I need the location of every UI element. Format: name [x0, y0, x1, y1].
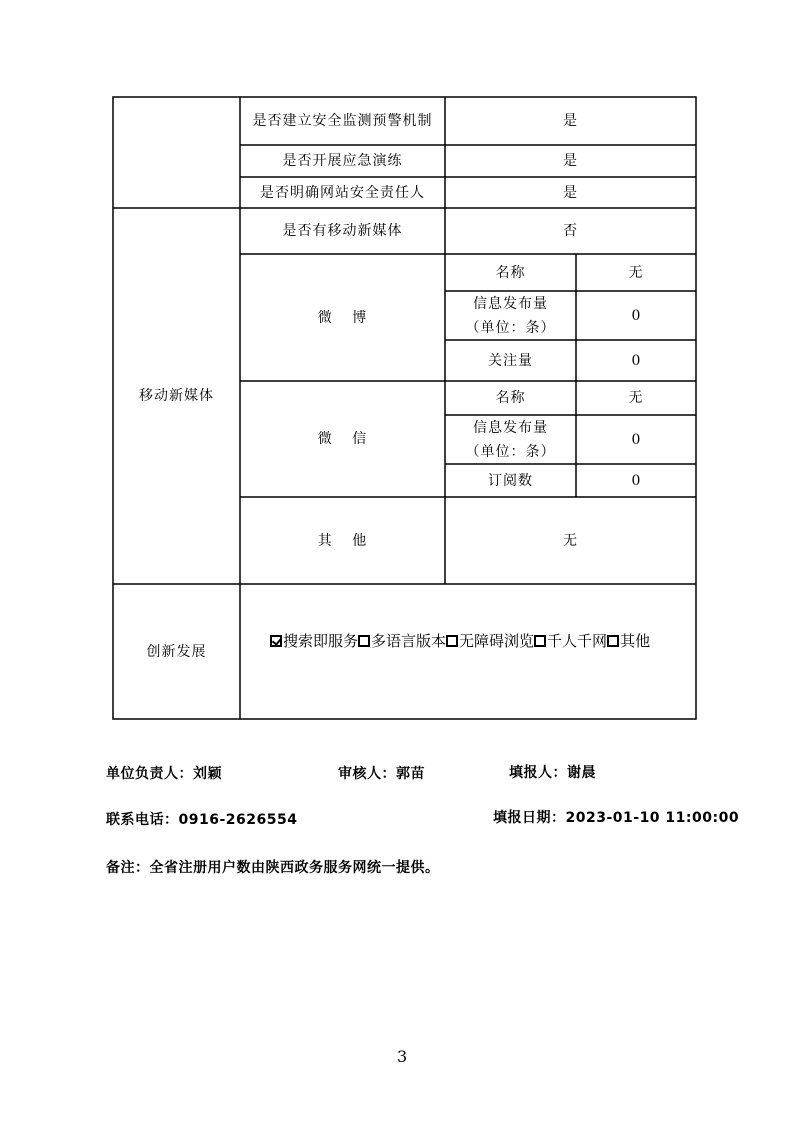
- weibo-name-label: 名称: [495, 264, 526, 281]
- weibo-label: 微 博: [317, 309, 368, 326]
- option-search-service: 搜索即服务: [283, 632, 359, 650]
- has-mobile-media-label: 是否有移动新媒体: [282, 223, 403, 239]
- checkbox-empty-icon[interactable]: [607, 635, 619, 647]
- weibo-follow-value: 0: [631, 352, 641, 369]
- mobile-media-section-label: 移动新媒体: [139, 388, 214, 404]
- wechat-posts-label: 信息发布量 （单位：条）: [465, 419, 556, 460]
- has-mobile-media-value: 否: [563, 223, 578, 239]
- security-owner-label: 是否明确网站安全责任人: [260, 184, 425, 201]
- innovation-section-label: 创新发展: [146, 643, 207, 660]
- option-personalized: 千人千网: [547, 632, 608, 650]
- wechat-name-label: 名称: [495, 390, 526, 406]
- warning-mechanism-label: 是否建立安全监测预警机制: [252, 113, 433, 129]
- wechat-posts-value: 0: [631, 431, 641, 448]
- wechat-subs-label: 订阅数: [488, 472, 533, 489]
- wechat-label: 微 信: [317, 431, 368, 447]
- weibo-posts-label: 信息发布量 （单位：条）: [465, 295, 556, 336]
- warning-mechanism-value: 是: [563, 113, 578, 129]
- fill-date: 填报日期：2023-01-10 11:00:00: [493, 810, 740, 826]
- emergency-drill-label: 是否开展应急演练: [282, 153, 403, 169]
- unit-head: 单位负责人：刘颖: [106, 766, 222, 782]
- checkbox-empty-icon[interactable]: [358, 635, 370, 647]
- checkbox-empty-icon[interactable]: [446, 635, 458, 647]
- contact-phone: 联系电话：0916-2626554: [106, 812, 298, 828]
- option-other: 其他: [620, 632, 651, 650]
- remark-note: 备注：全省注册用户数由陕西政务服务网统一提供。: [106, 860, 440, 876]
- checkbox-empty-icon[interactable]: [534, 635, 546, 647]
- option-accessibility: 无障碍浏览: [459, 632, 535, 650]
- reviewer: 审核人：郭苗: [338, 766, 425, 782]
- emergency-drill-value: 是: [563, 153, 578, 169]
- filler: 填报人：谢晨: [509, 765, 596, 781]
- wechat-subs-value: 0: [631, 472, 641, 489]
- other-media-label: 其 他: [317, 532, 368, 549]
- checkbox-checked-icon[interactable]: [270, 635, 282, 647]
- page-number: 3: [397, 1047, 408, 1066]
- wechat-name-value: 无: [628, 390, 644, 406]
- weibo-posts-value: 0: [631, 307, 641, 324]
- other-media-value: 无: [563, 532, 578, 549]
- weibo-name-value: 无: [628, 264, 644, 281]
- security-owner-value: 是: [563, 184, 578, 201]
- weibo-follow-label: 关注量: [488, 352, 533, 369]
- innovation-options: [270, 630, 650, 651]
- option-multilingual: 多语言版本: [371, 632, 447, 650]
